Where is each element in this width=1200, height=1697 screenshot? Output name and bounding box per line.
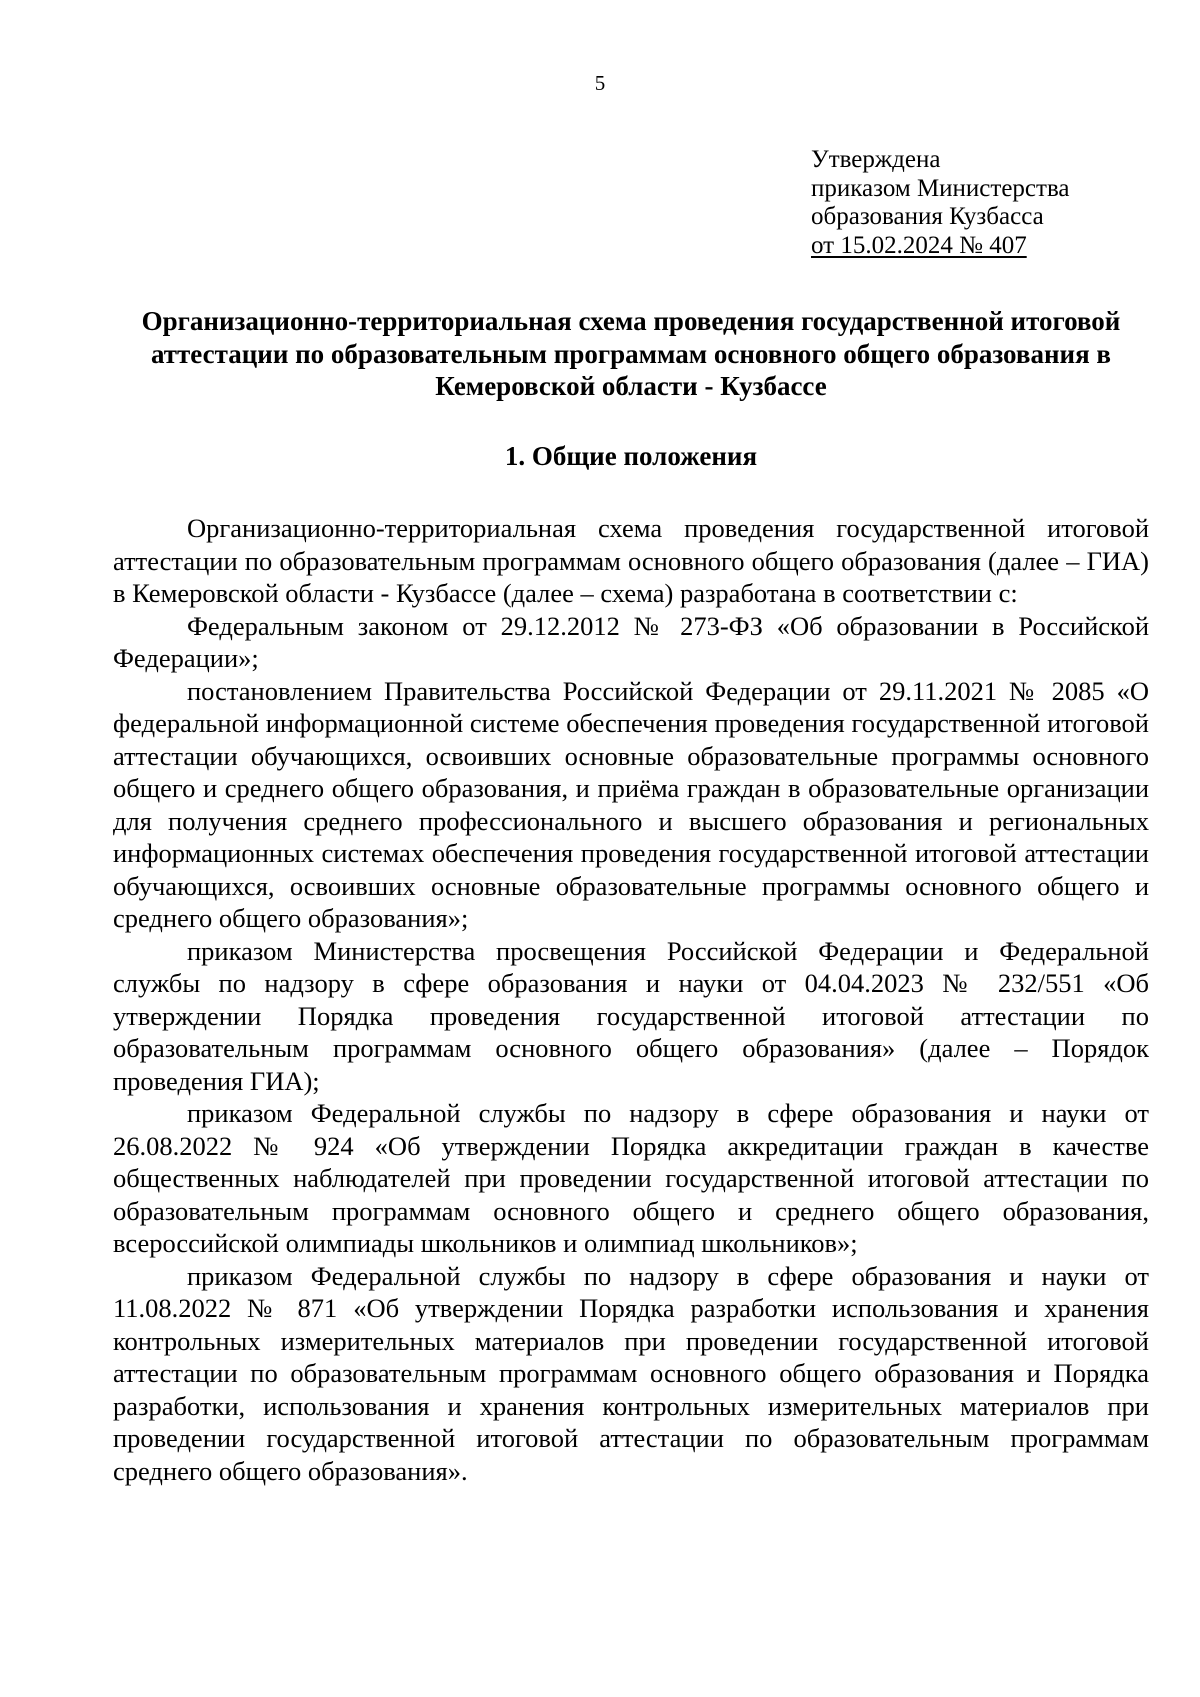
paragraph-intro: Организационно-территориальная схема проведения государственной итоговой аттестации по образовательным программам основного общего образования (далее – ГИА) в Кемеровской области - Кузбассе (далее – схема) разработана в соответствии с: [113,513,1149,608]
paragraph-federal-law: Федеральным законом от 29.12.2012 № 273-ФЗ «Об образовании в Российской Федерации»; [113,610,1149,673]
paragraph-gia-procedure-order: приказом Министерства просвещения Российской Федерации и Федеральной службы по надзору в сфере образования и науки от 04.04.2023 № 232/551 «Об утверждении Порядка проведения государственной итоговой аттестации по образовательным программам основного общего образования» (далее – Порядок проведения ГИА); [113,935,1149,1096]
document-body [113,512,1149,1487]
approval-block [811,146,1171,260]
paragraph-government-resolution: постановлением Правительства Российской Федерации от 29.11.2021 № 2085 «О федеральной информационной системе обеспечения проведения государственной итоговой аттестации обучающихся, освоивших основные образовательные программы основного общего и среднего общего образования, и приёма граждан в образовательные организации для получения среднего профессионального и высшего образования и региональных информационных системах обеспечения проведения государственной итоговой аттестации обучающихся, освоивших основные образовательные программы основного общего и среднего общего образования»; [113,675,1149,933]
approval-order-date-number: от 15.02.2024 № 407 [811,231,1027,259]
approval-ministry-line: образования Кузбасса [811,203,1044,230]
paragraph-observers-order: приказом Федеральной службы по надзору в сфере образования и науки от 26.08.2022 № 924 «Об утверждении Порядка аккредитации граждан в качестве общественных наблюдателей при проведении государственной итоговой аттестации по образовательным программам основного общего и среднего общего образования, всероссийской олимпиады школьников и олимпиад школьников»; [113,1098,1149,1258]
approval-issuer-line: приказом Министерства [811,174,1070,202]
approval-status: Утверждена [811,146,941,173]
section-heading: 1. Общие положения [504,441,758,471]
paragraph-kim-order: приказом Федеральной службы по надзору в сфере образования и науки от 11.08.2022 № 871 «Об утверждении Порядка разработки использования и хранения контрольных измерительных материалов при проведении государственной итоговой аттестации по образовательным программам основного общего образования и Порядка разработки, использования и хранения контрольных измерительных материалов при проведении государственной итоговой аттестации по образовательным программам среднего общего образования». [113,1260,1149,1486]
document-title: Организационно-территориальная схема проведения государственной итоговой аттестации по образовательным программам основного общего образования в Кемеровской области - Кузбассе [141,306,1121,401]
page-number: 5 [594,71,606,95]
